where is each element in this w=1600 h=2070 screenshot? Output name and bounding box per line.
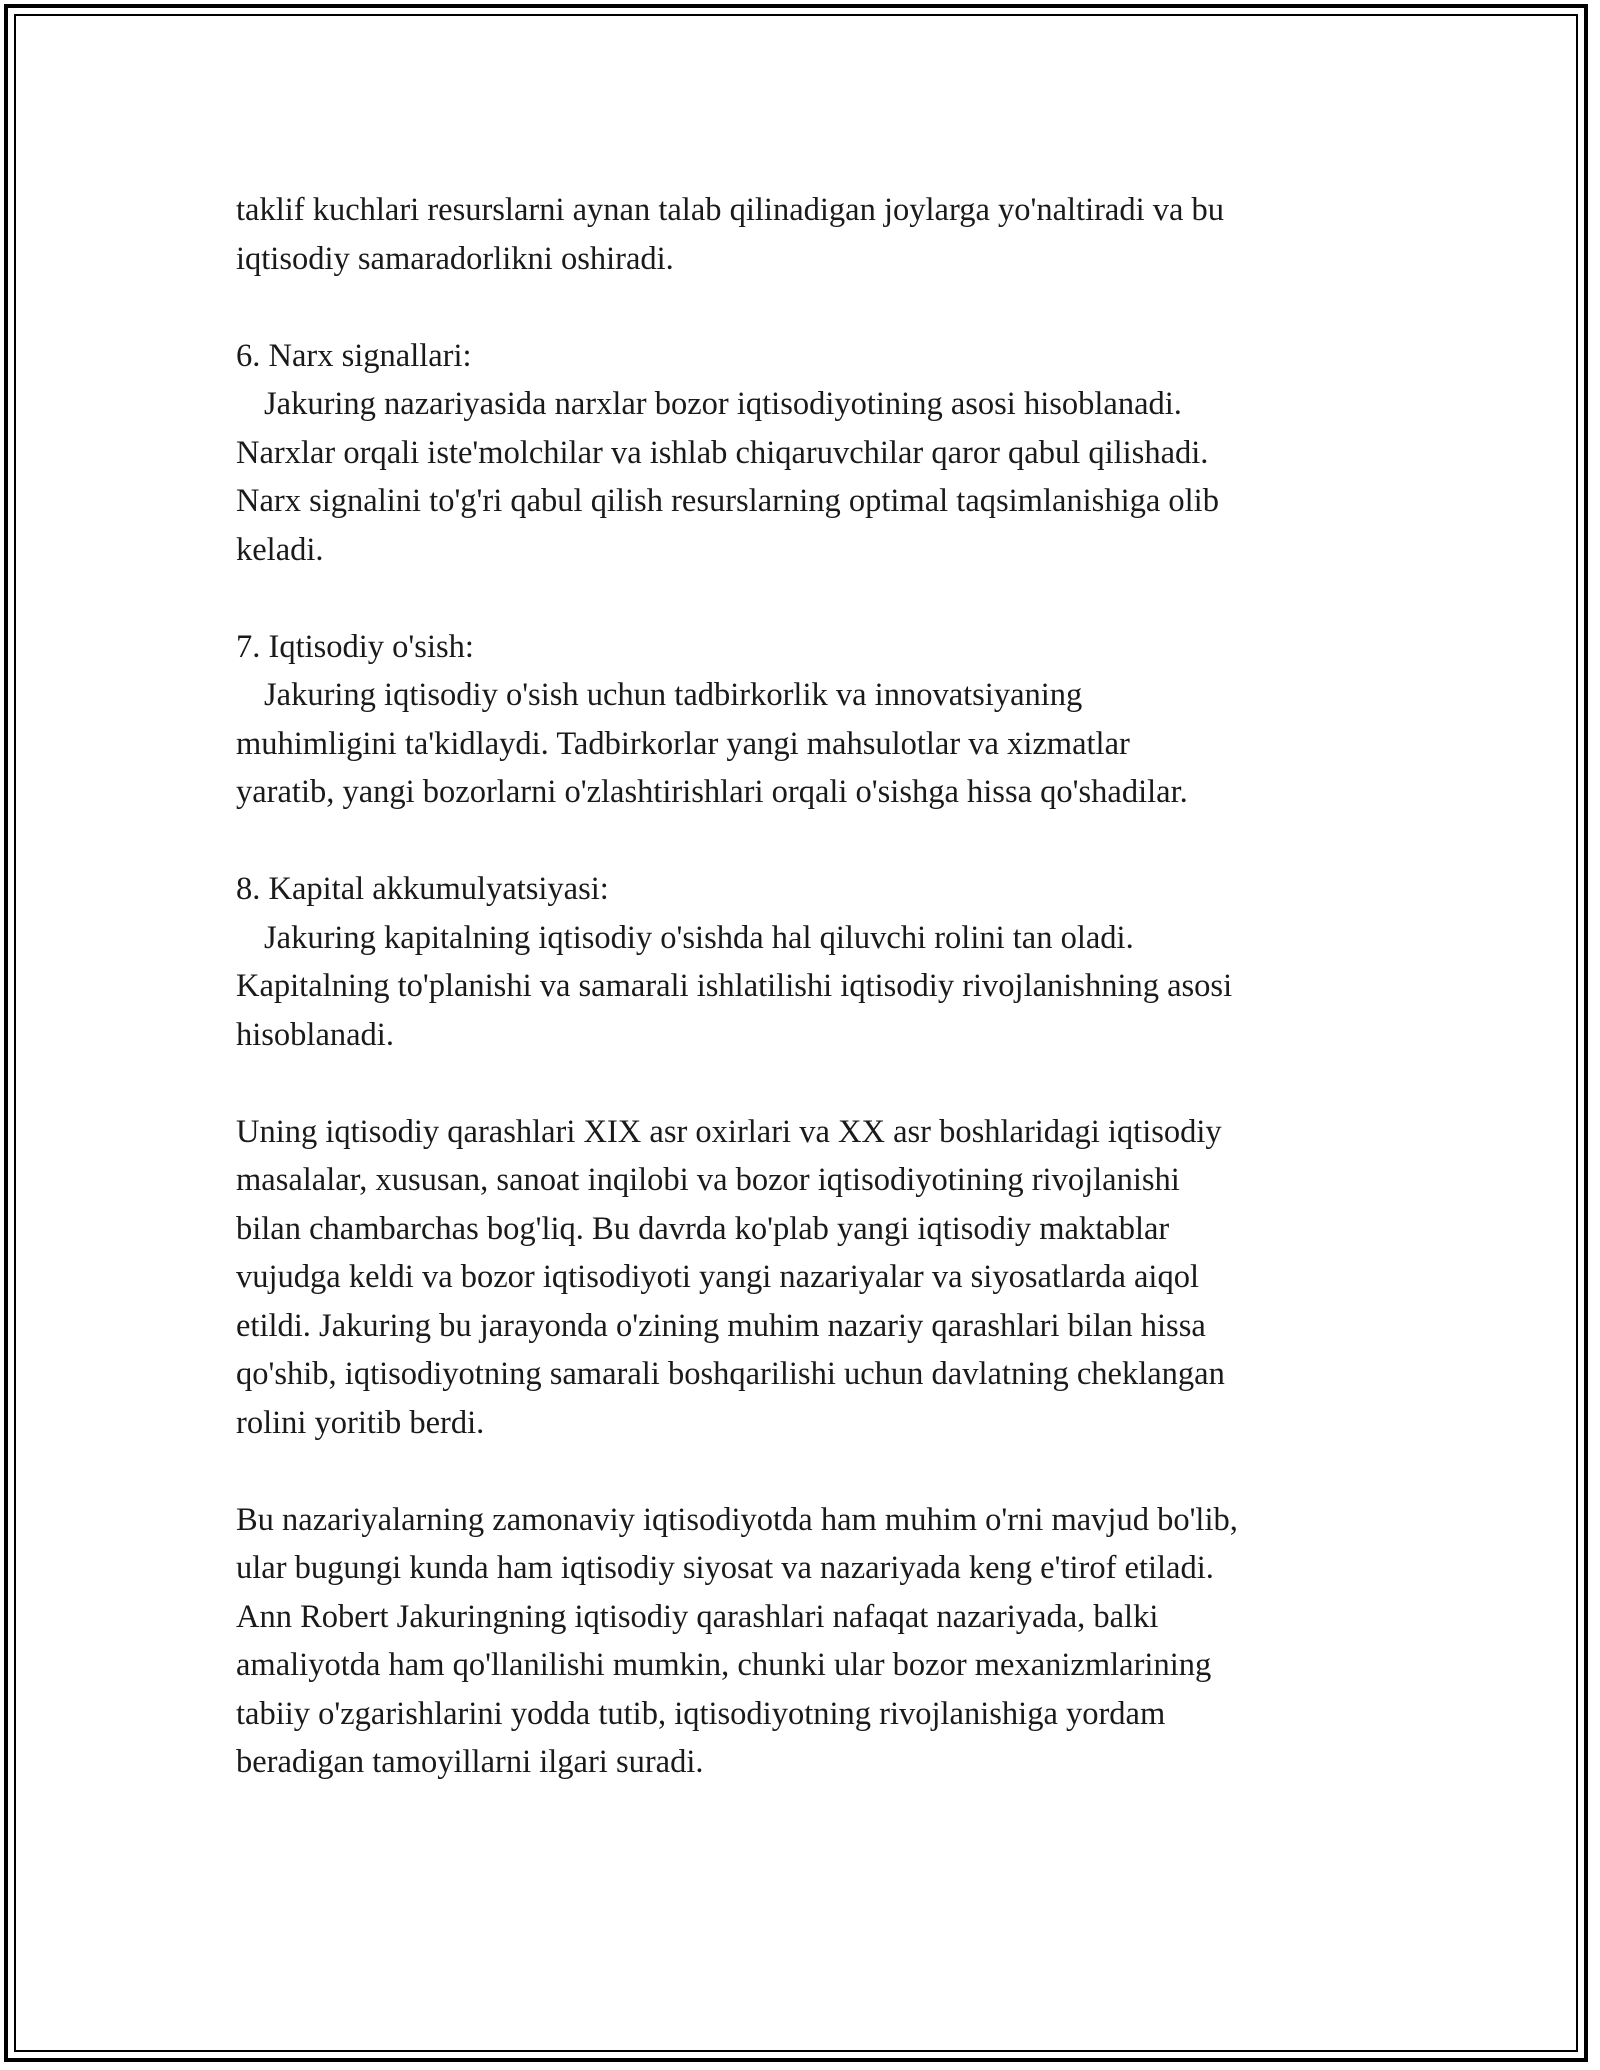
text-line: Jakuring kapitalning iqtisodiy o'sishda hal qiluvchi rolini tan oladi.	[264, 919, 1134, 956]
text-line: Uning iqtisodiy qarashlari XIX asr oxirlari va XX asr boshlaridagi iqtisodiy	[236, 1113, 1222, 1150]
section-heading: 6. Narx signallari:	[236, 337, 472, 374]
section-heading: 8. Kapital akkumulyatsiyasi:	[236, 871, 609, 907]
text-line: ular bugungi kunda ham iqtisodiy siyosat va nazariyada keng e'tirof etiladi.	[236, 1550, 1214, 1586]
text-line: Narx signalini to'g'ri qabul qilish resurslarning optimal taqsimlanishiga olib	[236, 483, 1219, 519]
text-line: Ann Robert Jakuringning iqtisodiy qarashlari nafaqat nazariyada, balki	[236, 1598, 1159, 1635]
text-line: taklif kuchlari resurslarni aynan talab qilinadigan joylarga yo'naltiradi va bu	[236, 192, 1225, 228]
text-line: bilan chambarchas bog'liq. Bu davrda ko'plab yangi iqtisodiy maktablar	[236, 1210, 1170, 1247]
text-line: vujudga keldi va bozor iqtisodiyoti yangi nazariyalar va siyosatlarda aiqol	[236, 1259, 1199, 1295]
text-line: Jakuring iqtisodiy o'sish uchun tadbirkorlik va innovatsiyaning	[264, 677, 1083, 713]
text-line: yaratib, yangi bozorlarni o'zlashtirishlari orqali o'sishga hissa qo'shadilar.	[236, 774, 1188, 810]
text-line: keladi.	[236, 531, 324, 568]
text-line: Bu nazariyalarning zamonaviy iqtisodiyotda ham muhim o'rni mavjud bo'lib,	[236, 1501, 1238, 1538]
text-line: rolini yoritib berdi.	[236, 1404, 485, 1441]
paragraph-modern-relevance	[236, 1496, 1386, 1787]
intro-paragraph	[236, 186, 1386, 283]
text-line: Narxlar orqali iste'molchilar va ishlab chiqaruvchilar qaror qabul qilishadi.	[236, 434, 1209, 471]
text-line: Kapitalning to'planishi va samarali ishlatilishi iqtisodiy rivojlanishning asosi	[236, 968, 1233, 1004]
section-kapital-akkumulyatsiyasi	[236, 865, 1386, 1059]
document-body	[236, 186, 1386, 1787]
text-line: muhimligini ta'kidlaydi. Tadbirkorlar yangi mahsulotlar va xizmatlar	[236, 725, 1130, 762]
text-line: etildi. Jakuring bu jarayonda o'zining muhim nazariy qarashlari bilan hissa	[236, 1307, 1206, 1344]
text-line: Jakuring nazariyasida narxlar bozor iqtisodiyotining asosi hisoblanadi.	[264, 386, 1182, 422]
text-line: masalalar, xususan, sanoat inqilobi va bozor iqtisodiyotining rivojlanishi	[236, 1162, 1180, 1198]
section-narx-signallari	[236, 332, 1386, 575]
text-line: qo'shib, iqtisodiyotning samarali boshqarilishi uchun davlatning cheklangan	[236, 1356, 1225, 1392]
text-line: iqtisodiy samaradorlikni oshiradi.	[236, 240, 674, 277]
section-iqtisodiy-osish	[236, 623, 1386, 817]
text-line: tabiiy o'zgarishlarini yodda tutib, iqtisodiyotning rivojlanishiga yordam	[236, 1695, 1166, 1732]
text-line: amaliyotda ham qo'llanilishi mumkin, chunki ular bozor mexanizmlarining	[236, 1647, 1212, 1683]
text-line: beradigan tamoyillarni ilgari suradi.	[236, 1744, 704, 1780]
text-line: hisoblanadi.	[236, 1016, 394, 1053]
section-heading: 7. Iqtisodiy o'sish:	[236, 628, 474, 665]
paragraph-historical-context	[236, 1108, 1386, 1448]
